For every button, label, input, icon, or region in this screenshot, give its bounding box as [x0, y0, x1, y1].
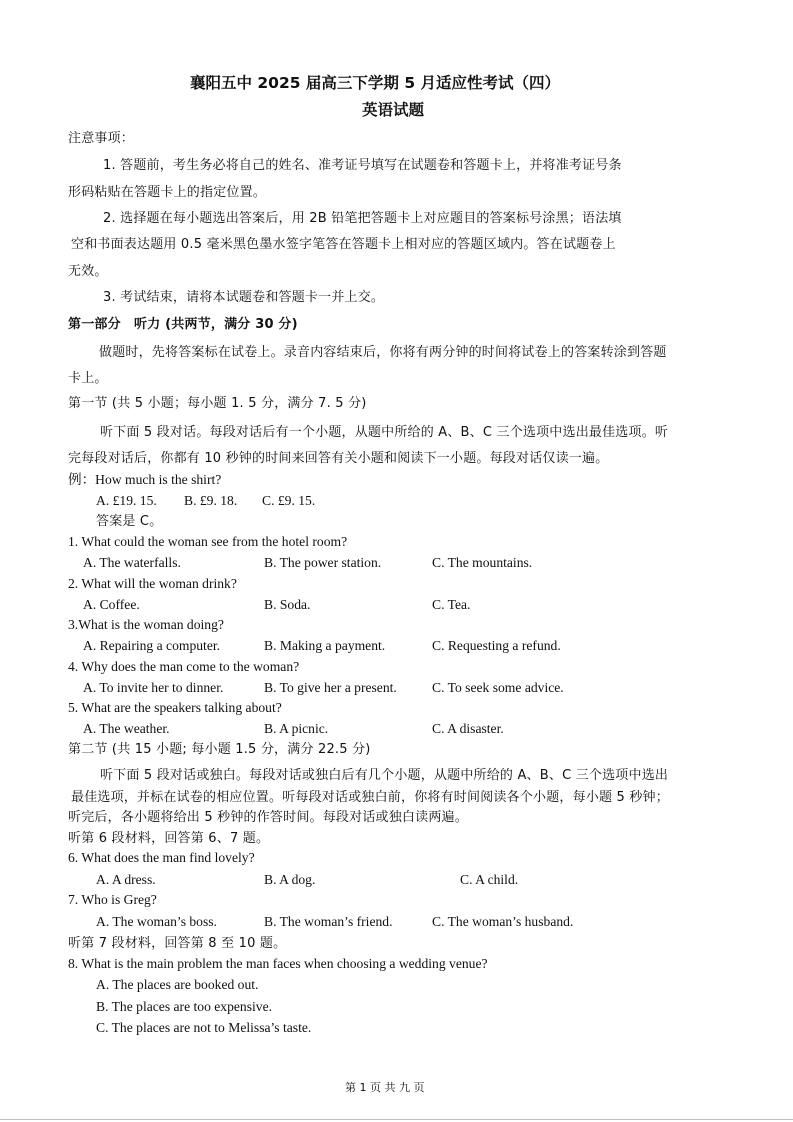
- question-3-option-b: B. Making a payment.: [264, 638, 386, 653]
- question-8-option-c: C. The places are not to Melissa’s taste.: [96, 1020, 312, 1035]
- example-option-c: C. £9. 15.: [262, 493, 316, 508]
- question-1-option-a: A. The waterfalls.: [83, 555, 181, 570]
- question-5-option-b: B. A picnic.: [264, 721, 329, 736]
- part1-instruction-line-2: 卡上。: [68, 371, 108, 386]
- question-1-option-c: C. The mountains.: [432, 555, 533, 570]
- question-3-option-c: C. Requesting a refund.: [432, 638, 561, 653]
- example-question: 例：How much is the shirt?: [68, 472, 222, 487]
- example-answer: 答案是 C。: [96, 514, 163, 529]
- question-8-option-a: A. The places are booked out.: [96, 977, 259, 992]
- group-7-label: 听第 7 段材料，回答第 8 至 10 题。: [68, 936, 287, 951]
- question-4-option-b: B. To give her a present.: [264, 680, 397, 695]
- example-option-b: B. £9. 18.: [184, 493, 238, 508]
- question-4-option-a: A. To invite her to dinner.: [83, 680, 224, 695]
- question-7: 7. Who is Greg?: [68, 892, 157, 907]
- section2-heading: 第二节 (共 15 小题; 每小题 1.5 分，满分 22.5 分): [68, 742, 371, 757]
- page-number: 第 1 页 共 九 页: [345, 1081, 425, 1094]
- question-2: 2. What will the woman drink?: [68, 576, 237, 591]
- section2-instruction-line-2: 最佳选项，并标在试卷的相应位置。听每段对话或独白前，你将有时间阅读各个小题，每小题 5 秒钟；: [71, 790, 669, 805]
- notice-item-2-line-1: 2. 选择题在每小题选出答案后，用 2B 铅笔把答题卡上对应题目的答案标号涂黑；语法填: [103, 211, 622, 226]
- question-6-option-b: B. A dog.: [264, 872, 316, 887]
- question-2-option-c: C. Tea.: [432, 597, 471, 612]
- notice-item-2-line-3: 无效。: [68, 264, 108, 279]
- question-2-option-a: A. Coffee.: [83, 597, 140, 612]
- part1-heading: 第一部分 听力 (共两节，满分 30 分): [68, 317, 298, 332]
- group-6-label: 听第 6 段材料，回答第 6、7 题。: [68, 831, 270, 846]
- question-8: 8. What is the main problem the man faces when choosing a wedding venue?: [68, 956, 488, 971]
- question-7-option-c: C. The woman’s husband.: [432, 914, 574, 929]
- bottom-divider: [0, 1119, 793, 1120]
- question-7-option-b: B. The woman’s friend.: [264, 914, 393, 929]
- exam-subtitle: 英语试题: [362, 101, 425, 119]
- question-6: 6. What does the man find lovely?: [68, 850, 255, 865]
- question-5: 5. What are the speakers talking about?: [68, 700, 282, 715]
- question-6-option-a: A. A dress.: [96, 872, 156, 887]
- notice-item-2-line-2: 空和书面表达题用 0.5 毫米黑色墨水签字笔答在答题卡上相对应的答题区域内。答在试题卷上: [71, 237, 616, 252]
- question-3-option-a: A. Repairing a computer.: [83, 638, 221, 653]
- notice-heading: 注意事项：: [68, 131, 135, 146]
- question-4-option-c: C. To seek some advice.: [432, 680, 564, 695]
- question-2-option-b: B. Soda.: [264, 597, 311, 612]
- question-5-option-c: C. A disaster.: [432, 721, 504, 736]
- notice-item-3-line-1: 3. 考试结束，请将本试题卷和答题卡一并上交。: [103, 290, 385, 305]
- section1-instruction-line-2: 完每段对话后，你都有 10 秒钟的时间来回答有关小题和阅读下一小题。每段对话仅读一遍。: [68, 451, 609, 466]
- part1-instruction-line-1: 做题时，先将答案标在试卷上。录音内容结束后，你将有两分钟的时间将试卷上的答案转涂到答题: [99, 345, 667, 360]
- notice-item-1-line-1: 1. 答题前，考生务必将自己的姓名、准考证号填写在试题卷和答题卡上，并将准考证号条: [103, 158, 622, 173]
- section1-instruction-line-1: 听下面 5 段对话。每段对话后有一个小题，从题中所给的 A、B、C 三个选项中选出最佳选项。听: [100, 425, 669, 440]
- question-1-option-b: B. The power station.: [264, 555, 382, 570]
- notice-item-1-line-2: 形码粘贴在答题卡上的指定位置。: [68, 185, 267, 200]
- question-1: 1. What could the woman see from the hotel room?: [68, 534, 348, 549]
- example-option-a: A. £19. 15.: [96, 493, 157, 508]
- question-8-option-b: B. The places are too expensive.: [96, 999, 273, 1014]
- question-5-option-a: A. The weather.: [83, 721, 170, 736]
- section2-instruction-line-3: 听完后，各小题将给出 5 秒钟的作答时间。每段对话或独白读两遍。: [68, 810, 468, 825]
- question-4: 4. Why does the man come to the woman?: [68, 659, 300, 674]
- section2-instruction-line-1: 听下面 5 段对话或独白。每段对话或独白后有几个小题，从题中所给的 A、B、C 三个选项中选出: [100, 768, 669, 783]
- question-7-option-a: A. The woman’s boss.: [96, 914, 217, 929]
- section1-heading: 第一节 (共 5 小题；每小题 1. 5 分，满分 7. 5 分): [68, 396, 367, 411]
- question-3: 3.What is the woman doing?: [68, 617, 224, 632]
- question-6-option-c: C. A child.: [460, 872, 519, 887]
- exam-title: 襄阳五中 2025 届高三下学期 5 月适应性考试（四）: [190, 74, 561, 92]
